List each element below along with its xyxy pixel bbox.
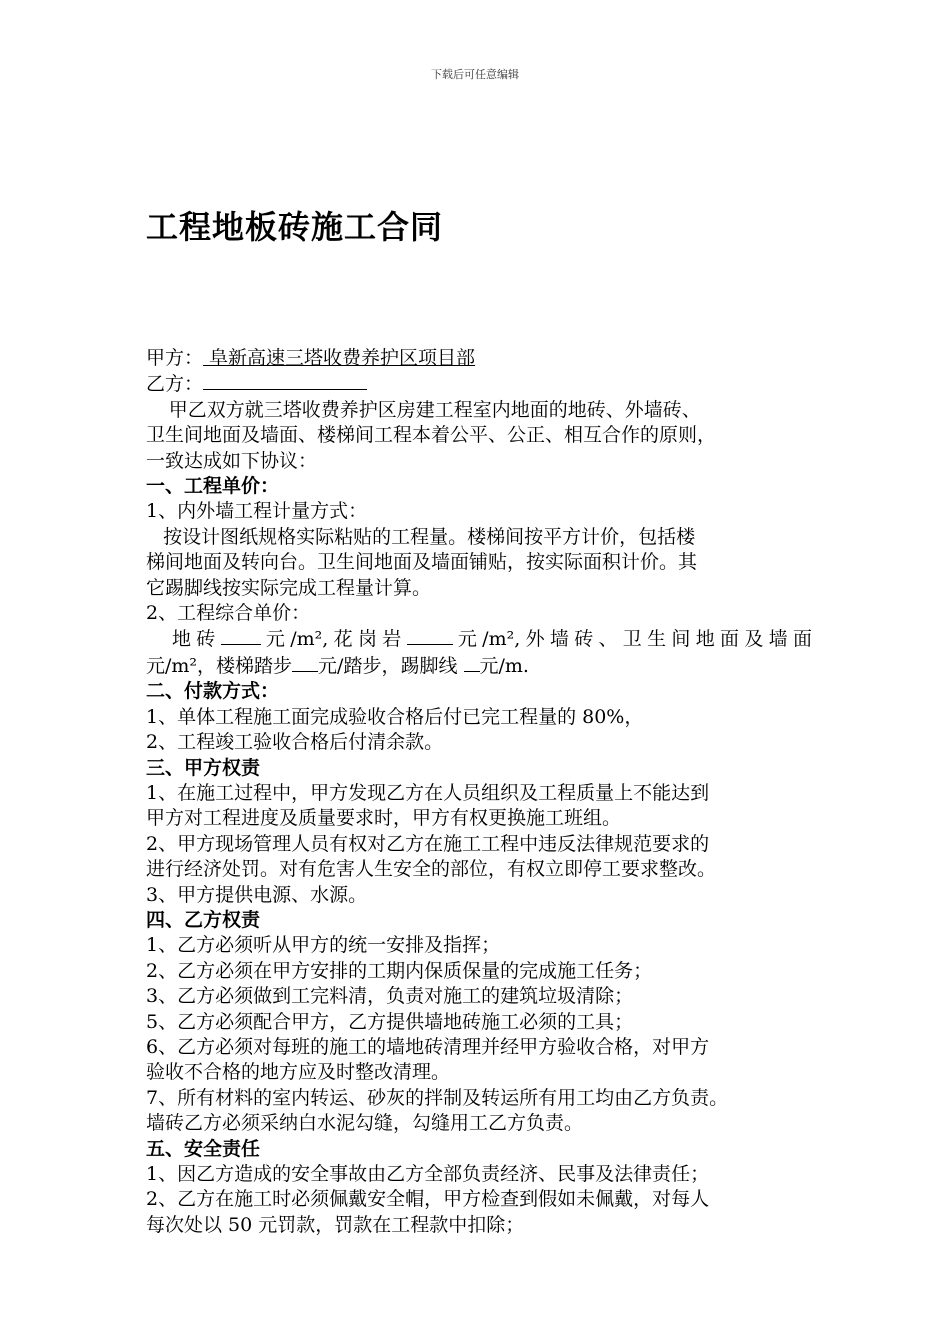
s1-item-1-text-1: 按设计图纸规格实际粘贴的工程量。楼梯间按平方计价，包括楼 — [163, 525, 696, 548]
s4-line-6: 验收不合格的地方应及时整改清理。 — [146, 1061, 451, 1084]
price-stairs-label: 元/踏步，踢脚线 — [318, 654, 458, 677]
party-a-label: 甲方： — [146, 347, 204, 369]
price-tile-label: 地砖 — [172, 628, 221, 651]
section-4-heading: 四、乙方权责 — [146, 908, 261, 931]
s3-line-3: 2、甲方现场管理人员有权对乙方在施工工程中违反法律规范要求的 — [146, 832, 710, 855]
intro-line-3: 一致达成如下协议： — [146, 449, 318, 472]
section-3-heading: 三、甲方权责 — [146, 756, 261, 779]
intro-line-2: 卫生间地面及墙面、楼梯间工程本着公平、公正、相互合作的原则， — [146, 424, 717, 447]
page-header-note: 下载后可任意编辑 — [431, 68, 519, 81]
price-wall-unit: 元/m²，楼梯踏步 — [146, 654, 293, 677]
contract-body — [146, 346, 812, 1238]
s2-item-1: 1、单体工程施工面完成验收合格后付已完工程量的 80%， — [146, 705, 644, 728]
s3-line-4: 进行经济处罚。对有危害人生安全的部位，有权立即停工要求整改。 — [146, 858, 717, 881]
party-a-line — [146, 346, 812, 371]
price-tile-blank — [221, 626, 261, 645]
party-b-blank — [203, 371, 367, 390]
price-line-1 — [146, 626, 812, 652]
s3-line-2: 甲方对工程进度及质量要求时，甲方有权更换施工班组。 — [146, 807, 622, 830]
s4-line-5: 6、乙方必须对每班的施工的墙地砖清理并经甲方验收合格，对甲方 — [146, 1035, 710, 1058]
s1-item-2: 2、工程综合单价： — [146, 602, 311, 625]
s2-item-2: 2、工程竣工验收合格后付清余款。 — [146, 731, 444, 754]
price-wall-label: 元/m²,外墙砖、卫生间地面及墙面 — [452, 628, 812, 651]
party-b-line — [146, 371, 812, 397]
party-b-label: 乙方： — [146, 373, 204, 396]
section-5-heading: 五、安全责任 — [146, 1137, 261, 1160]
s1-item-1-text-2: 梯间地面及转向台。卫生间地面及墙面铺贴，按实际面积计价。其 — [146, 551, 698, 574]
s5-line-1: 1、因乙方造成的安全事故由乙方全部负责经济、民事及法律责任； — [146, 1163, 710, 1185]
s1-item-1-text-3: 它踢脚线按实际完成工程量计算。 — [146, 576, 432, 599]
s3-line-5: 3、甲方提供电源、水源。 — [146, 883, 368, 906]
s4-line-3: 3、乙方必须做到工完料清，负责对施工的建筑垃圾清除； — [146, 985, 634, 1008]
party-a-value: 阜新高速三塔收费养护区项目部 — [203, 347, 476, 369]
document-title: 工程地板砖施工合同 — [146, 208, 444, 246]
price-granite-blank — [407, 626, 453, 645]
intro-line-1: 甲乙双方就三塔收费养护区房建工程室内地面的地砖、外墙砖、 — [168, 398, 701, 421]
s4-line-4: 5、乙方必须配合甲方，乙方提供墙地砖施工必须的工具； — [146, 1010, 634, 1033]
s4-line-1: 1、乙方必须听从甲方的统一安排及指挥； — [146, 934, 501, 957]
price-baseboard-label: 元/m. — [479, 654, 529, 677]
price-stairs-blank — [292, 653, 318, 672]
s1-item-1: 1、内外墙工程计量方式： — [146, 500, 368, 523]
s4-line-7: 7、所有材料的室内转运、砂灰的拌制及转运所有用工均由乙方负责。 — [146, 1086, 729, 1109]
price-line-2 — [146, 653, 812, 679]
s4-line-2: 2、乙方必须在甲方安排的工期内保质保量的完成施工任务； — [146, 959, 653, 982]
s5-line-2: 2、乙方在施工时必须佩戴安全帽，甲方检查到假如未佩戴，对每人 — [146, 1188, 710, 1211]
section-2-heading: 二、付款方式： — [146, 680, 280, 703]
s5-line-3: 每次处以 50 元罚款，罚款在工程款中扣除； — [146, 1213, 525, 1236]
price-granite-label: 元/m²,花岗岩 — [260, 628, 407, 651]
section-1-heading: 一、工程单价： — [146, 475, 280, 498]
s4-line-8: 墙砖乙方必须采纳白水泥勾缝，勾缝用工乙方负责。 — [146, 1112, 584, 1135]
s3-line-1: 1、在施工过程中，甲方发现乙方在人员组织及工程质量上不能达到 — [146, 781, 710, 804]
price-baseboard-blank — [464, 653, 480, 672]
